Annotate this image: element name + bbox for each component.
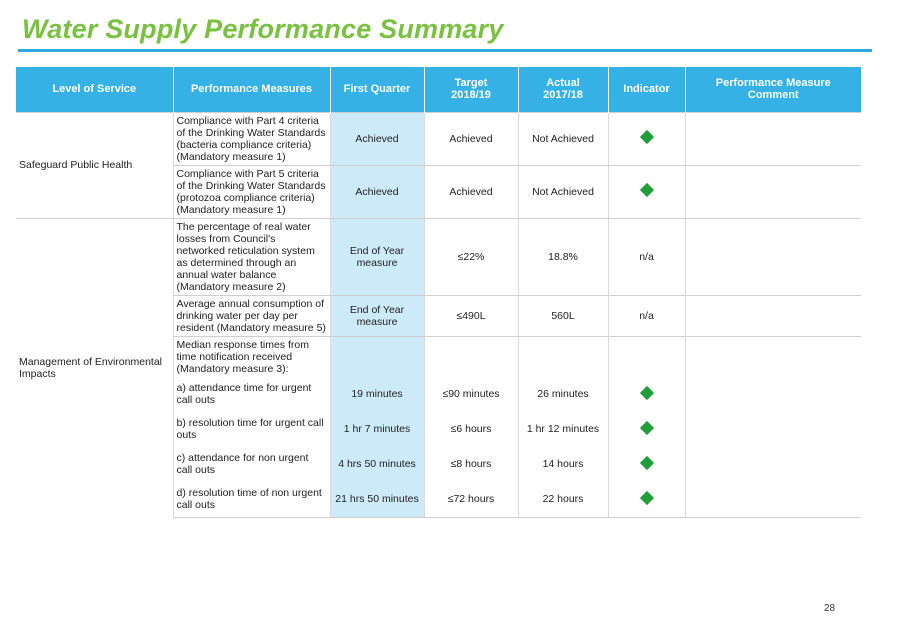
comment-cell (685, 336, 861, 377)
comment-cell (685, 482, 861, 518)
indicator-cell (608, 112, 685, 165)
measure-cell: d) resolution time of non urgent call outs (173, 482, 330, 518)
actual-cell (518, 336, 608, 377)
actual-cell: 26 minutes (518, 377, 608, 412)
header-indicator: Indicator (608, 67, 685, 112)
measure-cell: b) resolution time for urgent call outs (173, 412, 330, 447)
target-cell: ≤90 minutes (424, 377, 518, 412)
target-cell (424, 336, 518, 377)
first-quarter-cell: 21 hrs 50 minutes (330, 482, 424, 518)
table-header-row (16, 67, 861, 112)
target-cell: ≤22% (424, 218, 518, 295)
green-diamond-icon (639, 385, 653, 399)
header-actual: Actual 2017/18 (518, 67, 608, 112)
level-of-service-cell: Management of Environmental Impacts (16, 218, 173, 518)
actual-cell: 1 hr 12 minutes (518, 412, 608, 447)
header-level-of-service: Level of Service (16, 67, 173, 112)
page-number: 28 (824, 603, 836, 614)
table-row (16, 218, 861, 295)
measure-cell: a) attendance time for urgent call outs (173, 377, 330, 412)
measure-cell: Compliance with Part 5 criteria of the Drinking Water Standards (protozoa compliance criteria) (Mandatory measure 1) (173, 165, 330, 218)
first-quarter-cell: End of Year measure (330, 218, 424, 295)
green-diamond-icon (639, 455, 653, 469)
measure-cell: c) attendance for non urgent call outs (173, 447, 330, 482)
target-cell: Achieved (424, 165, 518, 218)
comment-cell (685, 218, 861, 295)
page-title: Water Supply Performance Summary (22, 14, 504, 44)
first-quarter-cell (330, 336, 424, 377)
header-performance-measures: Performance Measures (173, 67, 330, 112)
indicator-cell (608, 482, 685, 518)
header-target: Target 2018/19 (424, 67, 518, 112)
green-diamond-icon (639, 491, 653, 505)
target-cell: ≤72 hours (424, 482, 518, 518)
comment-cell (685, 377, 861, 412)
actual-cell: 560L (518, 295, 608, 336)
indicator-cell (608, 377, 685, 412)
actual-cell: Not Achieved (518, 165, 608, 218)
measure-cell: The percentage of real water losses from Council's networked reticulation system as determined through an annual water balance (Mandatory measure 2) (173, 218, 330, 295)
title-divider (18, 49, 872, 52)
first-quarter-cell: 1 hr 7 minutes (330, 412, 424, 447)
actual-cell: 14 hours (518, 447, 608, 482)
indicator-cell (608, 336, 685, 377)
green-diamond-icon (639, 420, 653, 434)
level-of-service-cell: Safeguard Public Health (16, 112, 173, 218)
measure-cell: Average annual consumption of drinking water per day per resident (Mandatory measure 5) (173, 295, 330, 336)
performance-table (16, 67, 861, 518)
first-quarter-cell: 19 minutes (330, 377, 424, 412)
indicator-cell: n/a (608, 295, 685, 336)
indicator-cell (608, 165, 685, 218)
measure-cell: Compliance with Part 4 criteria of the Drinking Water Standards (bacteria compliance criteria) (Mandatory measure 1) (173, 112, 330, 165)
comment-cell (685, 412, 861, 447)
first-quarter-cell: Achieved (330, 112, 424, 165)
comment-cell (685, 112, 861, 165)
target-cell: ≤6 hours (424, 412, 518, 447)
green-diamond-icon (639, 183, 653, 197)
header-comment: Performance Measure Comment (685, 67, 861, 112)
target-cell: ≤8 hours (424, 447, 518, 482)
green-diamond-icon (639, 130, 653, 144)
first-quarter-cell: End of Year measure (330, 295, 424, 336)
indicator-cell (608, 447, 685, 482)
header-first-quarter: First Quarter (330, 67, 424, 112)
actual-cell: Not Achieved (518, 112, 608, 165)
first-quarter-cell: Achieved (330, 165, 424, 218)
indicator-cell: n/a (608, 218, 685, 295)
comment-cell (685, 295, 861, 336)
table-row (16, 112, 861, 165)
target-cell: Achieved (424, 112, 518, 165)
indicator-cell (608, 412, 685, 447)
comment-cell (685, 447, 861, 482)
measure-cell: Median response times from time notification received (Mandatory measure 3): (173, 336, 330, 377)
first-quarter-cell: 4 hrs 50 minutes (330, 447, 424, 482)
actual-cell: 22 hours (518, 482, 608, 518)
target-cell: ≤490L (424, 295, 518, 336)
comment-cell (685, 165, 861, 218)
actual-cell: 18.8% (518, 218, 608, 295)
